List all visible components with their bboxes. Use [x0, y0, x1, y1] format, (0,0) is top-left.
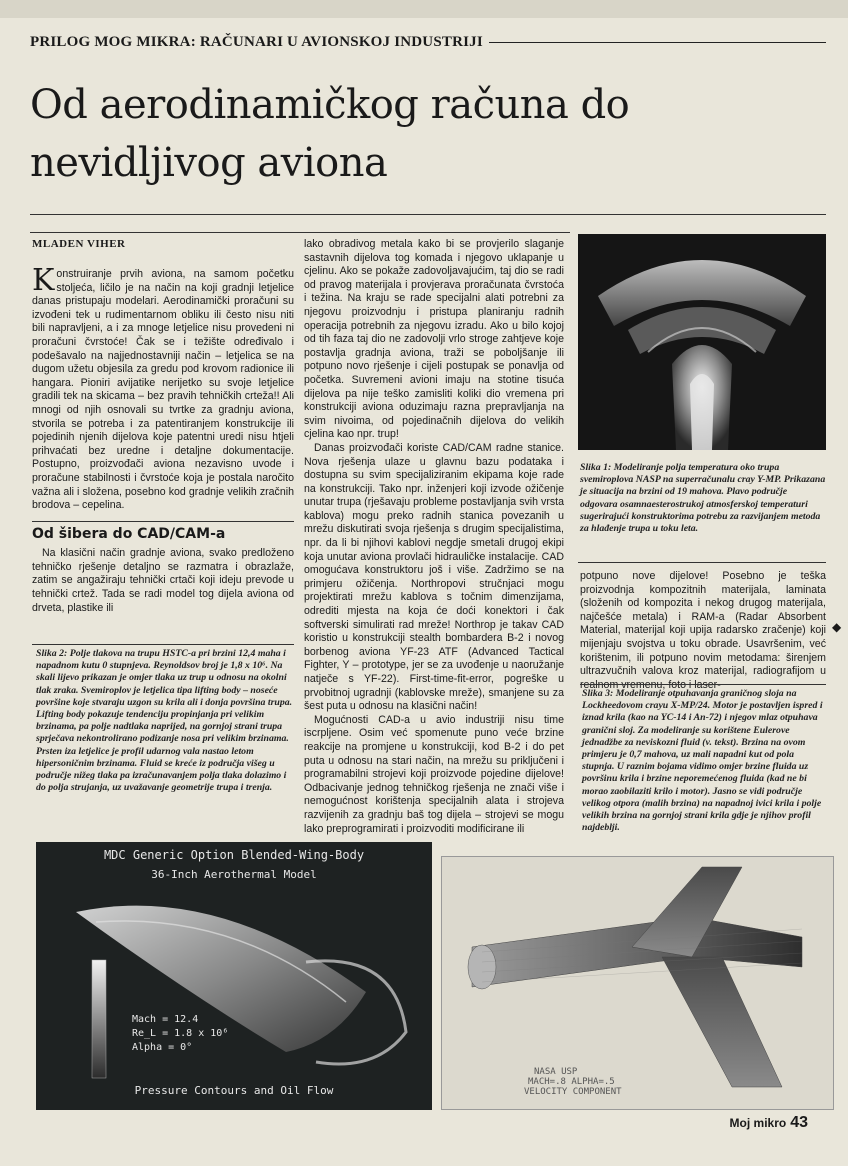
- page-number: 43: [790, 1114, 808, 1131]
- drop-cap: K: [32, 263, 55, 298]
- figure-2-title: MDC Generic Option Blended-Wing-Body: [103, 848, 365, 862]
- intro-text: onstruiranje prvih aviona, na samom početku stoljeća, ličilo je na način na koji gradnji letjelice danas pristupaju modelari. Aerodinamički proračuni su izvođeni tek u rudimentarnom obliku ili često nisu niti bili napravljeni, a i za mnoge letjelice nisu provedeni ni proračuni čvrstoće! Čak se i težište određivalo i podešavalo na najjednostavniji način – letjelica se na dugom užetu objesila za gredu pod krovom radionice ili hangara. Pioniri avijatike nerijetko su svoje letjelice gradili tek na skicama – bez pravih tehničkih crteža!! Ali mnogi od njih osnovali su tvrtke za gradnju aviona, stvorila se potreba i za patentiranjem konstrukcije ili pojedinih njenih dijelova koje patentni uredi nisu htjeli prihvaćati bez uredne i detaljne dokumentacije. Postupno, proizvođači aviona nezavisno uvode i proračune stabilnosti i čvrstoće koja je postala naročito važna ali i složena, posebno kod gradnje velikih zračnih brodova – cepelina.: [32, 268, 294, 512]
- figure-2-alpha: Alpha = 0°: [132, 1042, 193, 1053]
- intro-paragraph: [32, 263, 294, 513]
- figure-3-graphic: [442, 857, 833, 1109]
- subheading: Od šibera do CAD/CAM-a: [32, 521, 294, 542]
- caption1-rule: [578, 562, 826, 563]
- figure-2-graphic: [36, 842, 432, 1110]
- figure-1-caption: Slika 1: Modeliranje polja temperatura oko trupa svemiroplova NASP na superračunalu cray Y-MP. Prikazana je situacija na brzini od 19 mahova. Plavo područje odgovara osamnaesterostrukoj atmosferskoj temperaturi sugerirajući konstruktorima potrebu za razvijanjem metoda za hlađenje trupa u toku leta.: [580, 462, 826, 535]
- headline-rule: [30, 214, 826, 215]
- figure-1-graphic: [578, 234, 826, 450]
- author-byline: MLADEN VIHER: [32, 238, 126, 250]
- figure-3-label-1: NASA USP: [534, 1067, 578, 1077]
- figure-3-label-2: MACH=.8 ALPHA=.5: [528, 1077, 615, 1087]
- figure-2-mach: Mach = 12.4: [132, 1014, 199, 1025]
- column-2-paragraph-1: lako obradivog metala kako bi se provjerilo slaganje sastavnih dijelova tog komada i njegovo uklapanje u cjelinu. Ako se pokaže zadovoljavajućim, taj dio se radi od pravog materijala i provjerava proračunata čvrstoća i težina. Na kraju se rade specijalni alati potrebni za njegovu proizvodnju i pristupa planiranju radnih operacija potrebnih za njegovu izradu. Ako u bilo kojoj od tih faza taj dio ne zadovolji vrlo stroge zahtjeve koje postavlja gradnja aviona, traži se poboljšanje ili potpuno novo rješenje i cijeli postupak se ponavlja od početka. Suvremeni avioni imaju na stotine tisuća dijelova pa nije teško zamisliti koliki dio vremena pri konstrukciji aviona oduzimaju razna prepravljanja na svim nivoima, od pojedinačnih dijelova do velikih cjelina kao npr. trup!: [304, 238, 564, 441]
- section-header: [30, 34, 826, 56]
- caption2-rule: [32, 644, 294, 645]
- figure-3-boundary-layer: [441, 856, 834, 1110]
- caption3-rule: [580, 684, 826, 685]
- column-1: [32, 263, 294, 643]
- section-label: PRILOG MOG MIKRA: RAČUNARI U AVIONSKOJ INDUSTRIJI: [30, 34, 489, 51]
- column-3: [580, 570, 826, 691]
- figure-3-label-3: VELOCITY COMPONENT: [524, 1087, 622, 1097]
- headline: Od aerodinamičkog računa do nevidljivog aviona: [30, 82, 630, 186]
- figure-2-subtitle: 36-Inch Aerothermal Model: [151, 868, 317, 881]
- column-2-paragraph-2: Danas proizvođači koriste CAD/CAM radne stanice. Nova rješenja ulaze u glavnu bazu podataka i dostupna su svim specijaliziranim ekipama koje rade na konstrukciji. Tako npr. inženjeri koji izvode ožičenje unutar trupa (rješavaju probleme postavljanja svih vrsta kablova) mogu preko radnih stanica povezanih u mrežu diskutirati svoja rješenja s drugim specijalistima, npr. da li bi njihovi kablovi negdje smetali drugoj ekipi koja unutar aviona provlači hidrauličke instalacije. CAD omogućava konstruktoru još i više. Zadržimo se na primjeru ožičenja. Northropovi stručnjaci mogu projektirati mrežu kablova s točnim dimenzijama, odrediti mjesta na koja će doći konektori i čak softverski simulirati rad mreže! Northrop je takav CAD koristio u konstrukciji stealth bombardera B-2 i novog borbenog aviona YF-23 ATF (Advanced Tactical Fighter, Y – prototype, jer se za uvođenje u naoružanje natječe s YF-22). First-time-fit-error, pogreške u prvobitnoj ugradnji (kablovske mreže), smanjene su za šest puta u odnosu na klasični način!: [304, 441, 564, 713]
- figure-2-label: Pressure Contours and Oil Flow: [134, 1084, 334, 1097]
- column-2: [304, 238, 564, 834]
- column-2-paragraph-3: Mogućnosti CAD-a u avio industriji nisu time iscrpljene. Osim već spomenute puno veće brzine reakcije na promjene u konstrukciji, kod B-2 i do pet puta u odnosu na stari način, na mrežu su priključeni i programabilni strojevi koji proizvode pojedine dijelove! Odbacivanje jednog tehničkog rješenja ne znači više i nemogućnost korištenja specijalnih alata i strojeva razvijenih za gradnju baš tog dijela – strojevi se mogu lako preprogramirati i proizvoditi modificirane ili: [304, 713, 564, 835]
- figure-1-temperature-model: [578, 234, 826, 450]
- page-footer: [730, 1114, 808, 1132]
- magazine-name: Moj mikro: [729, 1116, 787, 1130]
- author-rule: [30, 232, 570, 233]
- figure-2-caption: Slika 2: Polje tlakova na trupu HSTC-a pri brzini 12,4 maha i napadnom kutu 0 stupnjeva. Reynoldsov broj je 1,8 x 10⁶. Na skali lijevo prikazan je omjer tlaka uz trup u odnosu na okolni tlak zraka. Svemiroplov je letjelica tipa lifting body – noseće površine koje stvaraju uzgon su krila ali i donja površina trupa. Lifting body pokazuje tendenciju propinjanja pri velikim brzinama, pa polje nadtlaka naprijed, na gornjoj strani trupa sprječava nekontrolirano podizanje nosa pri velikim brzinama. Prsten iza letjelice je profil udarnog vala nastao letom hipersoničnim brzinama. Fluid se kreće iz područja višeg u područje nižeg tlaka pa izračunavanjem polja tlaka dolazimo i do polja strujanja, uz uvažavanje geometrije trupa i trenja.: [36, 648, 293, 794]
- figure-2-pressure-contours: [36, 842, 432, 1110]
- figure-2-reynolds: Re_L = 1.8 x 10⁶: [132, 1028, 229, 1039]
- continue-arrow-icon: ◆: [832, 620, 842, 634]
- top-band: [0, 0, 848, 18]
- column-3-paragraph-1: potpuno nove dijelove! Posebno je teška proizvodnja kompozitnih materijala, laminata (složenih od kompozita i nekog drugog materijala, najčešće metala) i RAM-a (Radar Absorbent Material, materijal koji upija radarsko zračenje) koji mijenjaju svojstva u toku obrade. Usavršenim, već korištenim, ili potpuno novim metodama: širenjem ultrazvučnih valova kroz materijal, radiografijom u realnom vremenu, foto i laser-: [580, 570, 826, 691]
- figure-3-caption: Slika 3: Modeliranje otpuhavanja graničnog sloja na Lockheedovom crayu X-MP/24. Motor je postavljen ispred i iznad krila (kao na YC-14 i An-72) i njegov mlaz otpuhava granični sloj. Za modeliranje su korištene Eulerove jednadžbe za neviskozni fluid (v. tekst). Brzina na ovom primjeru je 0,7 mahova, uz mali napadni kut od pola stupnja. U raznim bojama vidimo omjer brzine fluida uz površinu krila i brzine neporemećenog fluida (kad ne bi morao zaobilaziti krilo i motor). Jasno se vidi područje velikog otpora (malih brzina) na napadnoj ivici krila i polje velikih brzina na gornjoj strani krila gdje je njihov profil najdeblji.: [582, 688, 823, 834]
- column-1-paragraph-2: Na klasični način gradnje aviona, svako predloženo tehničko rješenje detaljno se razmatra i obrazlaže, zatim se angažiraju tehnički crtači koji ideju prevode u tehnički crtež. Tada se radi model tog dijela aviona od drveta, plastike ili: [32, 547, 294, 614]
